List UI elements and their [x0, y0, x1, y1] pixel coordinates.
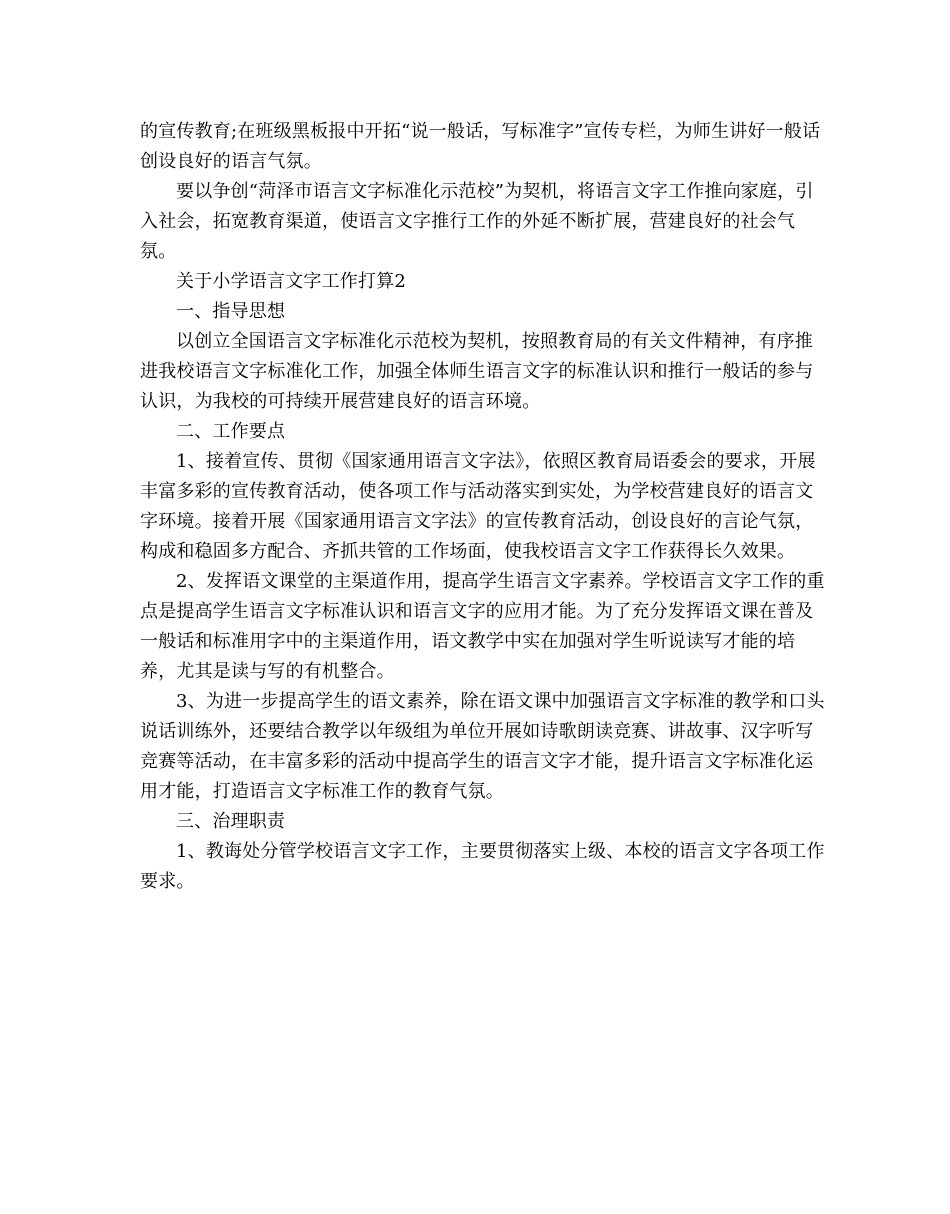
section-heading: 三、治理职责: [176, 811, 286, 832]
paragraph-body: 3、为进一步提高学生的语文素养，除在语文课中加强语言文字标准的教学和口头说话训练外，还要结合教学以年级组为单位开展如诗歌朗读竞赛、讲故事、汉字听写竞赛等活动，在丰富多彩的活动中提高学生的语言文字才能，提升语言文字标准化运用才能，打造语言文字标准工作的教育气氛。: [140, 691, 825, 802]
section-title: 关于小学语言文字工作打算2: [176, 271, 407, 292]
section-heading: 二、工作要点: [176, 421, 286, 442]
section-heading: 一、指导思想: [176, 301, 286, 322]
paragraph-body: 2、发挥语文课堂的主渠道作用，提高学生语言文字素养。学校语言文字工作的重点是提高学生语言文字标准认识和语言文字的应用才能。为了充分发挥语文课在普及一般话和标准用字中的主渠道作用，语文教学中实在加强对学生听说读写才能的培养，尤其是读与写的有机整合。: [140, 571, 825, 682]
paragraph-body: 1、教诲处分管学校语言文字工作，主要贯彻落实上级、本校的语言文字各项工作要求。: [140, 841, 825, 892]
paragraph-body: 要以争创“菏泽市语言文字标准化示范校”为契机，将语言文字工作推向家庭，引入社会，拓宽教育渠道，使语言文字推行工作的外延不断扩展，营建良好的社会气氛。: [140, 181, 814, 262]
paragraph-continuation: 的宣传教育;在班级黑板报中开拓“说一般话，写标准字”宣传专栏，为师生讲好一般话创设良好的语言气氛。: [140, 121, 821, 172]
paragraph-body: 1、接着宣传、贯彻《国家通用语言文字法》，依照区教育局语委会的要求，开展丰富多彩的宣传教育活动，使各项工作与活动落实到实处，为学校营建良好的语言文字环境。接着开展《国家通用语言文字法》的宣传教育活动，创设良好的言论气氛，构成和稳固多方配合、齐抓共管的工作场面，使我校语言文字工作获得长久效果。: [140, 451, 816, 562]
document-body: [140, 117, 830, 897]
paragraph-body: 以创立全国语言文字标准化示范校为契机，按照教育局的有关文件精神，有序推进我校语言文字标准化工作，加强全体师生语言文字的标准认识和推行一般话的参与认识，为我校的可持续开展营建良好的语言环境。: [140, 331, 814, 412]
